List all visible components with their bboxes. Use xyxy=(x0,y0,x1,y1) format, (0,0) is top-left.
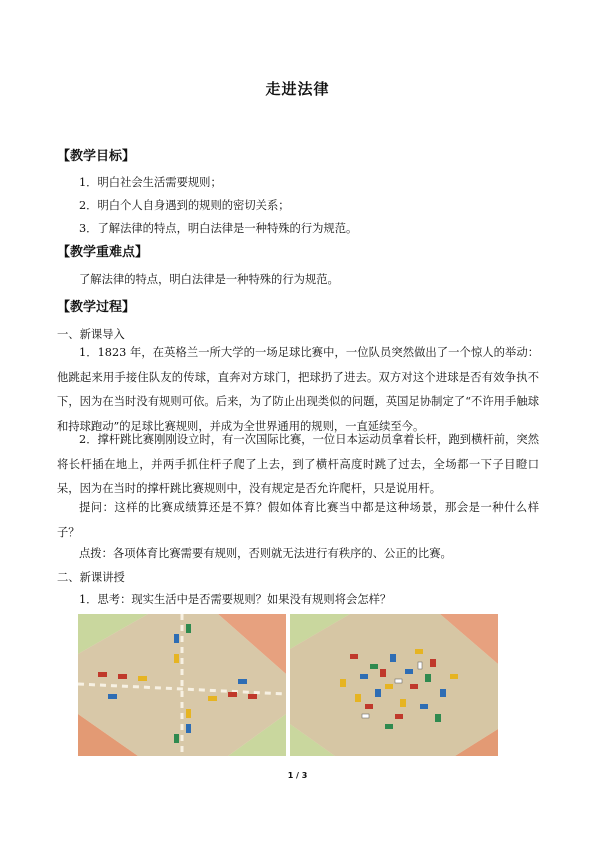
key-points-heading: 【教学重难点】 xyxy=(57,245,149,260)
objective-item-3: 3．了解法律的特点，明白法律是一种特殊的行为规范。 xyxy=(79,222,358,235)
orderly-intersection-image xyxy=(78,614,286,756)
traffic-illustration xyxy=(78,614,498,756)
chaotic-intersection-image xyxy=(290,614,498,756)
page-title: 走进法律 xyxy=(265,80,330,98)
paragraph-hint: 点拨：各项体育比赛需要有规则，否则就无法进行有秩序的、公正的比赛。 xyxy=(79,547,452,560)
page-number: 1 / 3 xyxy=(287,771,308,780)
section-intro-heading: 一、新课导入 xyxy=(57,328,125,341)
objective-item-1: 1．明白社会生活需要规则； xyxy=(79,176,222,189)
section-teaching-heading: 二、新课讲授 xyxy=(57,571,125,584)
process-heading: 【教学过程】 xyxy=(57,300,136,315)
paragraph-pole-vault: 2．撑杆跳比赛刚刚设立时，有一次国际比赛，一位日本运动员拿着长杆，跑到横杆前，突然将长杆插在地上，并两手抓住杆子爬了上去，到了横杆高度时跳了过去，全场都一下子目瞪口呆，因为在当时的撑杆跳比赛规则中，没有规定是否允许爬杆，只是说用杆。 xyxy=(57,433,539,496)
paragraph-question: 提问：这样的比赛成绩算还是不算？假如体育比赛当中都是这种场景，那会是一种什么样子？ xyxy=(57,501,539,539)
objective-item-2: 2．明白个人自身遇到的规则的密切关系； xyxy=(79,199,290,212)
think-question: 1．思考：现实生活中是否需要规则？如果没有规则将会怎样？ xyxy=(79,593,392,606)
objectives-heading: 【教学目标】 xyxy=(57,149,136,164)
key-points-text: 了解法律的特点，明白法律是一种特殊的行为规范。 xyxy=(79,273,339,286)
paragraph-football: 1．1823 年，在英格兰一所大学的一场足球比赛中，一位队员突然做出了一个惊人的举动：他跳起来用手接住队友的传球，直奔对方球门，把球扔了进去。双方对这个进球是否有效争执不下，因为在当时没有规则可依。后来，为了防止出现类似的问题，英国足协制定了“不许用手触球和持球跑动”的足球比赛规则，并成为全世界通用的规则，一直延续至今。 xyxy=(57,346,539,434)
